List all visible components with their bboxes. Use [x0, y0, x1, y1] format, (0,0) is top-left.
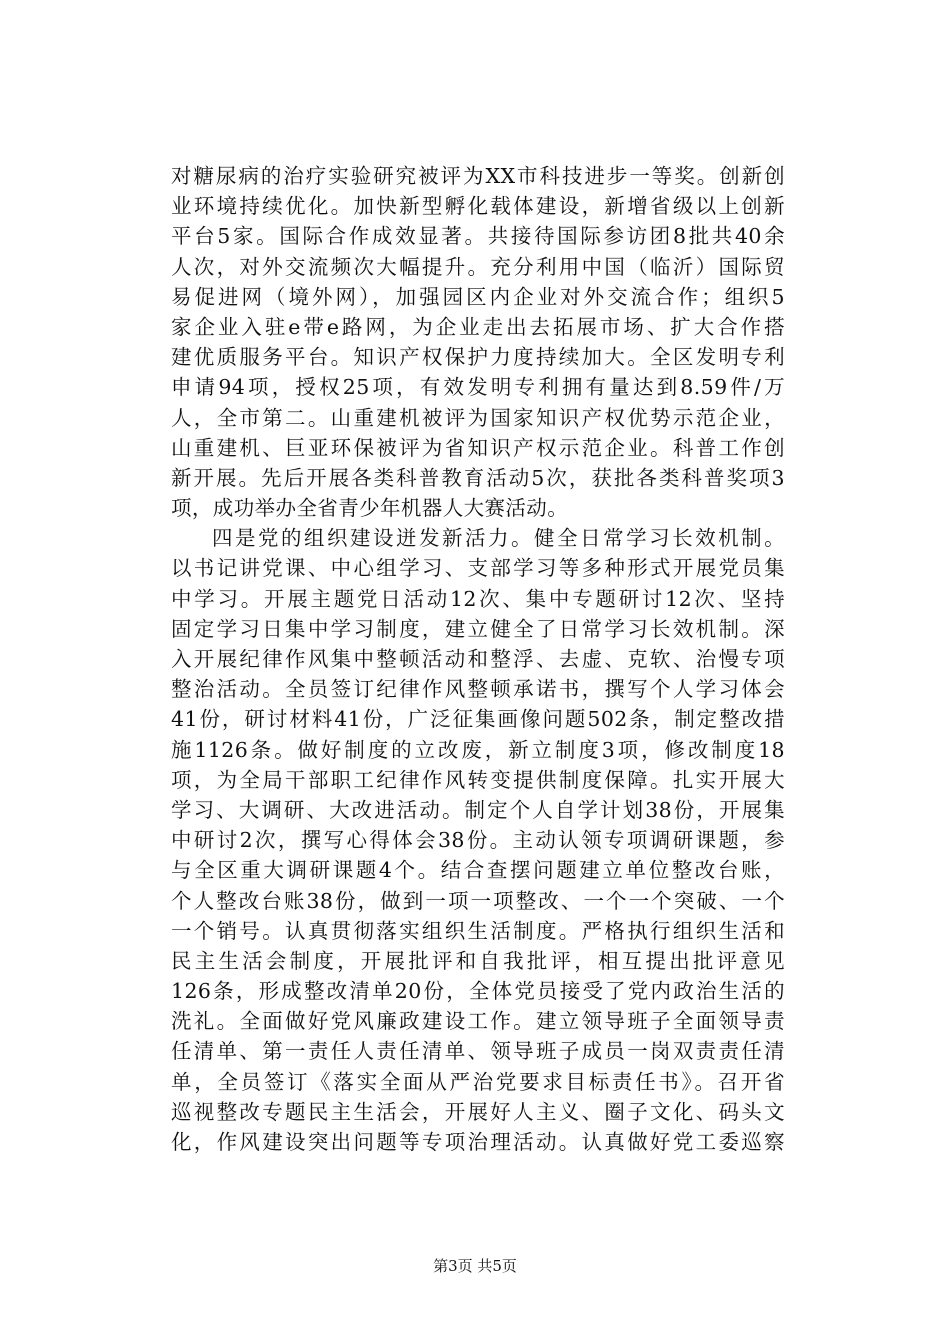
- text-line-15: 中学习。开展主题党日活动12次、集中专题研讨12次、坚持: [171, 586, 785, 611]
- text-line-27: 民主生活会制度，开展批评和自我批评，相互提出批评意见: [171, 948, 785, 973]
- text-line-25: 个人整改台账38份，做到一项一项整改、一个一个突破、一个: [171, 888, 785, 913]
- text-line-19: 41份，研讨材料41份，广泛征集画像问题502条，制定整改措: [171, 707, 785, 732]
- text-line-5: 易促进网（境外网），加强园区内企业对外交流合作；组织5: [171, 284, 785, 309]
- text-line-7: 建优质服务平台。知识产权保护力度持续加大。全区发明专利: [171, 345, 785, 370]
- text-line-16: 固定学习日集中学习制度，建立健全了日常学习长效机制。深: [171, 616, 785, 641]
- text-line-26: 一个销号。认真贯彻落实组织生活制度。严格执行组织生活和: [171, 918, 785, 943]
- page-number: 第3页 共5页: [433, 1257, 517, 1275]
- text-line-17: 入开展纪律作风集中整顿活动和整浮、去虚、克软、治慢专项: [171, 647, 785, 671]
- text-line-10: 山重建机、巨亚环保被评为省知识产权示范企业。科普工作创: [171, 435, 785, 460]
- text-line-28: 126条，形成整改清单20份，全体党员接受了党内政治生活的: [171, 979, 785, 1004]
- text-line-11: 新开展。先后开展各类科普教育活动5次，获批各类科普奖项3: [171, 465, 785, 490]
- text-line-14: 以书记讲党课、中心组学习、支部学习等多种形式开展党员集: [171, 556, 785, 581]
- text-line-6: 家企业入驻e带e路网，为企业走出去拓展市场、扩大合作搭: [171, 314, 785, 339]
- text-line-22: 学习、大调研、大改进活动。制定个人自学计划38份，开展集: [171, 797, 785, 822]
- text-line-12: 项，成功举办全省青少年机器人大赛活动。: [171, 496, 569, 521]
- text-line-3: 平台5家。国际合作成效显著。共接待国际参访团8批共40余: [171, 224, 785, 249]
- page-footer: [0, 1256, 950, 1276]
- text-line-18: 整治活动。全员签订纪律作风整顿承诺书，撰写个人学习体会: [171, 677, 785, 702]
- text-line-4: 人次，对外交流频次大幅提升。充分利用中国（临沂）国际贸: [171, 254, 785, 279]
- text-line-29: 洗礼。全面做好党风廉政建设工作。建立领导班子全面领导责: [171, 1009, 785, 1034]
- text-line-1: 对糖尿病的治疗实验研究被评为XX市科技进步一等奖。创新创: [171, 164, 785, 188]
- text-line-21: 项，为全局干部职工纪律作风转变提供制度保障。扎实开展大: [171, 767, 785, 792]
- text-line-30: 任清单、第一责任人责任清单、领导班子成员一岗双责责任清: [171, 1039, 785, 1064]
- text-line-9: 人，全市第二。山重建机被评为国家知识产权优势示范企业，: [171, 405, 785, 430]
- text-line-8: 申请94项，授权25项，有效发明专利拥有量达到8.59件/万: [171, 375, 785, 400]
- text-line-13: 四是党的组织建设迸发新活力。健全日常学习长效机制。: [212, 526, 785, 551]
- document-body: [171, 161, 785, 1157]
- text-line-33: 化，作风建设突出问题等专项治理活动。认真做好党工委巡察: [171, 1130, 785, 1154]
- text-line-20: 施1126条。做好制度的立改废，新立制度3项，修改制度18: [171, 737, 785, 762]
- text-line-31: 单，全员签订《落实全面从严治党要求目标责任书》。召开省: [171, 1069, 785, 1094]
- text-line-32: 巡视整改专题民主生活会，开展好人主义、圈子文化、码头文: [171, 1099, 785, 1124]
- text-line-24: 与全区重大调研课题4个。结合查摆问题建立单位整改台账，: [171, 858, 785, 883]
- text-line-23: 中研讨2次，撰写心得体会38份。主动认领专项调研课题，参: [171, 828, 785, 853]
- text-line-2: 业环境持续优化。加快新型孵化载体建设，新增省级以上创新: [171, 194, 785, 219]
